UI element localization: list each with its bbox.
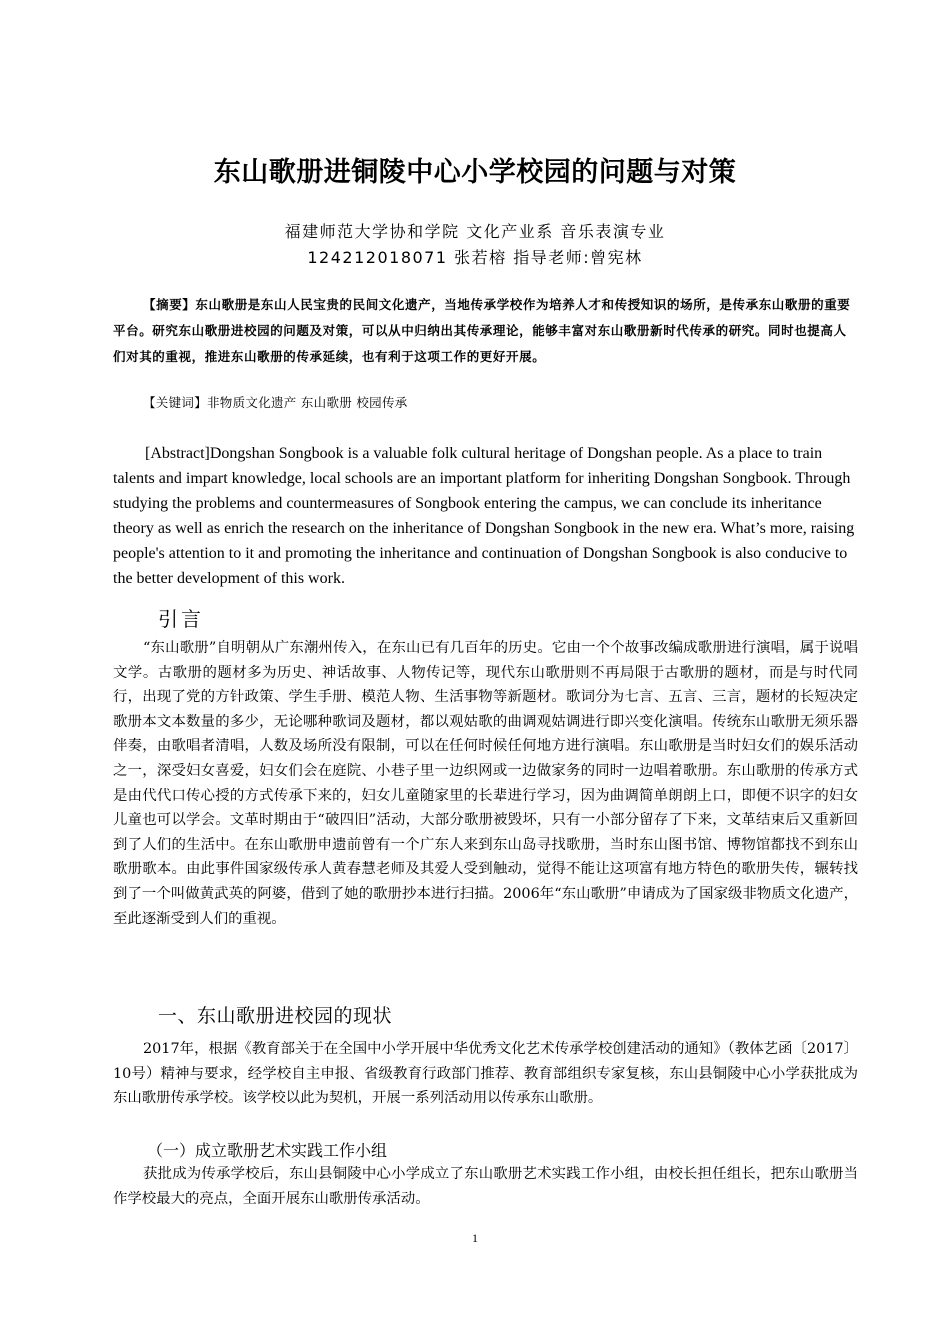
subsection-1-paragraph: 获批成为传承学校后，东山县铜陵中心小学成立了东山歌册艺术实践工作小组，由校长担任组长，把东山歌册当作学校最大的亮点，全面开展东山歌册传承活动。 bbox=[113, 1166, 858, 1207]
section-1-paragraph: 2017年，根据《教育部关于在全国中小学开展中华优秀文化艺术传承学校创建活动的通知》（教体艺函〔2017〕10号）精神与要求，经学校自主申报、省级教育行政部门推荐、教育部组织专家复核，东山县铜陵中心小学获批成为东山歌册传承学校。该学校以此为契机，开展一系列活动用以传承东山歌册。 bbox=[113, 1041, 858, 1107]
heading-subsection-1: （一）成立歌册艺术实践工作小组 bbox=[147, 1141, 388, 1160]
introduction-paragraph: “东山歌册”自明朝从广东潮州传入，在东山已有几百年的历史。它由一个个故事改编成歌册进行演唱，属于说唱文学。古歌册的题材多为历史、神话故事、人物传记等，现代东山歌册则不再局限于古歌册的题材，而是与时代同行，出现了党的方针政策、学生手册、模范人物、生活事物等新题材。歌词分为七言、五言、三言，题材的长短决定歌册本文本数量的多少，无论哪种歌词及题材，都以观姑歌的曲调观姑调进行即兴变化演唱。传统东山歌册无须乐器伴奏，由歌唱者清唱，人数及场所没有限制，可以在任何时候任何地方进行演唱。东山歌册是当时妇女们的娱乐活动之一，深受妇女喜爱，妇女们会在庭院、小巷子里一边织网或一边做家务的同时一边唱着歌册。东山歌册的传承方式是由代代口传心授的方式传承下来的，妇女儿童随家里的长辈进行学习，因为曲调简单朗朗上口，即便不识字的妇女儿童也可以学会。文革时期由于“破四旧”活动，大部分歌册被毁坏，只有一小部分留存了下来，文革结束后又重新回到了人们的生活中。在东山歌册申遗前曾有一个广东人来到东山岛寻找歌册，当时东山图书馆、博物馆都找不到东山歌册歌本。由此事件国家级传承人黄春慧老师及其爱人受到触动，觉得不能让这项富有地方特色的歌册失传，辗转找到了一个叫做黄武英的阿婆，借到了她的歌册抄本进行扫描。2006年“东山歌册”申请成为了国家级非物质文化遗产，至此逐渐受到人们的重视。 bbox=[113, 640, 858, 927]
chinese-abstract: 【摘要】东山歌册是东山人民宝贵的民间文化遗产，当地传承学校作为培养人才和传授知识的场所，是传承东山歌册的重要平台。研究东山歌册进校园的问题及对策，可以从中归纳出其传承理论，能够丰富对东山歌册新时代传承的研究。同时也提高人们对其的重视，推进东山歌册的传承延续，也有利于这项工作的更好开展。 bbox=[113, 297, 851, 364]
heading-introduction: 引言 bbox=[158, 607, 204, 631]
affiliation-line-1: 福建师范大学协和学院 文化产业系 音乐表演专业 bbox=[284, 222, 666, 241]
paper-title: 东山歌册进铜陵中心小学校园的问题与对策 bbox=[213, 157, 737, 188]
affiliation-line-2: 124212018071 张若榕 指导老师:曾宪林 bbox=[307, 248, 643, 267]
keywords: 【关键词】非物质文化遗产 东山歌册 校园传承 bbox=[143, 395, 408, 410]
page-number: 1 bbox=[472, 1231, 478, 1245]
heading-section-1: 一、东山歌册进校园的现状 bbox=[158, 1005, 393, 1027]
english-abstract: [Abstract]Dongshan Songbook is a valuable folk cultural heritage of Dongshan people. As a place to train talents and impart knowledge, local schools are an important platform for inheriting Dongshan Songbook. Through studying the problems and countermeasures of Songbook entering the campus, we can conclude its inheritance theory as well as enrich the research on the inheritance of Dongshan Songbook in the new era. What’s more, raising people's attention to it and promoting the inheritance and continuation of Dongshan Songbook is also conducive to the better development of this work. bbox=[113, 445, 855, 587]
